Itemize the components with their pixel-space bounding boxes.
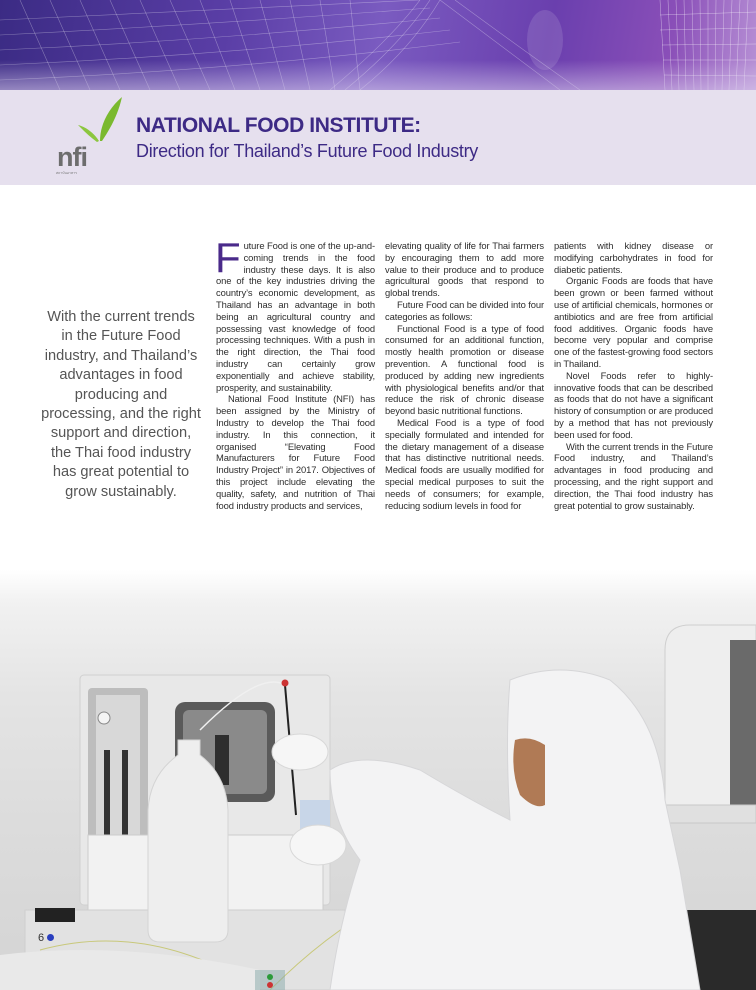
header-banner-image xyxy=(0,0,756,90)
page-number: 6 xyxy=(38,932,45,944)
page-subtitle: Direction for Thailand’s Future Food Industry xyxy=(136,141,479,161)
logo-subtext: สถาบันอาหาร xyxy=(56,171,78,175)
drop-cap: F xyxy=(215,234,241,281)
article-column-1 xyxy=(215,234,375,511)
article-paragraph: Organic Foods are foods that have been grown or been farmed without use of artificial chemicals, hormones or antibiotics and are free from artificial food additives. Organic foods have become very popular and comprise one of the fastest-growing food sectors in Thailand. xyxy=(554,275,713,369)
article-paragraph: Functional Food is a type of food consumed for an additional function, mostly health promotion or disease prevention. A functional food is produced by adding new ingredients with physiological benefits and/or that reduce the risk of chronic disease beyond basic nutritional functions. xyxy=(385,322,544,417)
article-column-2 xyxy=(385,240,544,511)
lab-scene-illustration xyxy=(0,570,756,990)
banner-fade xyxy=(0,60,756,90)
page-marker-icon xyxy=(47,934,54,941)
article-paragraph: National Food Institute (NFI) has been assigned by the Ministry of Industry to develop the Thai food industry. In this connection, it organised “Elevating Food Manufacturers for Future Food Industry Project” in 2017. Objectives of this project include elevating the quality, safety, and nutrition of Thai food industry products and services, xyxy=(216,393,375,511)
logo-wordmark: nfi xyxy=(57,142,87,172)
lab-technician-photo xyxy=(0,570,756,990)
article-paragraph: patients with kidney disease or modifying carbohydrates in food for diabetic patients. xyxy=(554,240,713,275)
article-paragraph: Future Food is one of the up-and-coming trends in the food industry these days. It is also one of the key industries driving the country’s economic development, as Thailand has an advantage in both being an agricultural country and possessing vast knowledge of food processing techniques. With a push in the right direction, the Thai food industry can certainly grow exponentially and achieve stability, prosperity, and sustainability. xyxy=(215,234,375,393)
page-title: NATIONAL FOOD INSTITUTE: xyxy=(136,114,421,137)
article-paragraph: Future Food can be divided into four categories as follows: xyxy=(385,298,545,322)
article-paragraph: elevating quality of life for Thai farmers by encouraging them to add more value to their produce and to produce agricultural goods that respond to global trends. xyxy=(385,240,544,299)
article-paragraph: Novel Foods refer to highly-innovative foods that can be described as foods that do not have a significant history of consumption or are produced by a method that has not previously been used for food. xyxy=(554,369,713,440)
article-column-3 xyxy=(554,240,713,511)
article-paragraph: Medical Food is a type of food specially formulated and intended for the dietary management of a disease that has distinctive nutritional needs. Medical foods are usually modified for special medical purposes to suit the needs of consumers; for example, reducing sodium levels in food for xyxy=(385,416,544,511)
article-paragraph: With the current trends in the Future Food industry, and Thailand’s advantages in food producing and processing, and the right support and direction, the Thai food industry has great potential to grow sustainably. xyxy=(554,440,713,511)
pull-quote: With the current trends in the Future Food industry, and Thailand’s advantages in food producing and processing, and the right support and direction, the Thai food industry has great potential to grow sustainably. xyxy=(41,309,201,500)
